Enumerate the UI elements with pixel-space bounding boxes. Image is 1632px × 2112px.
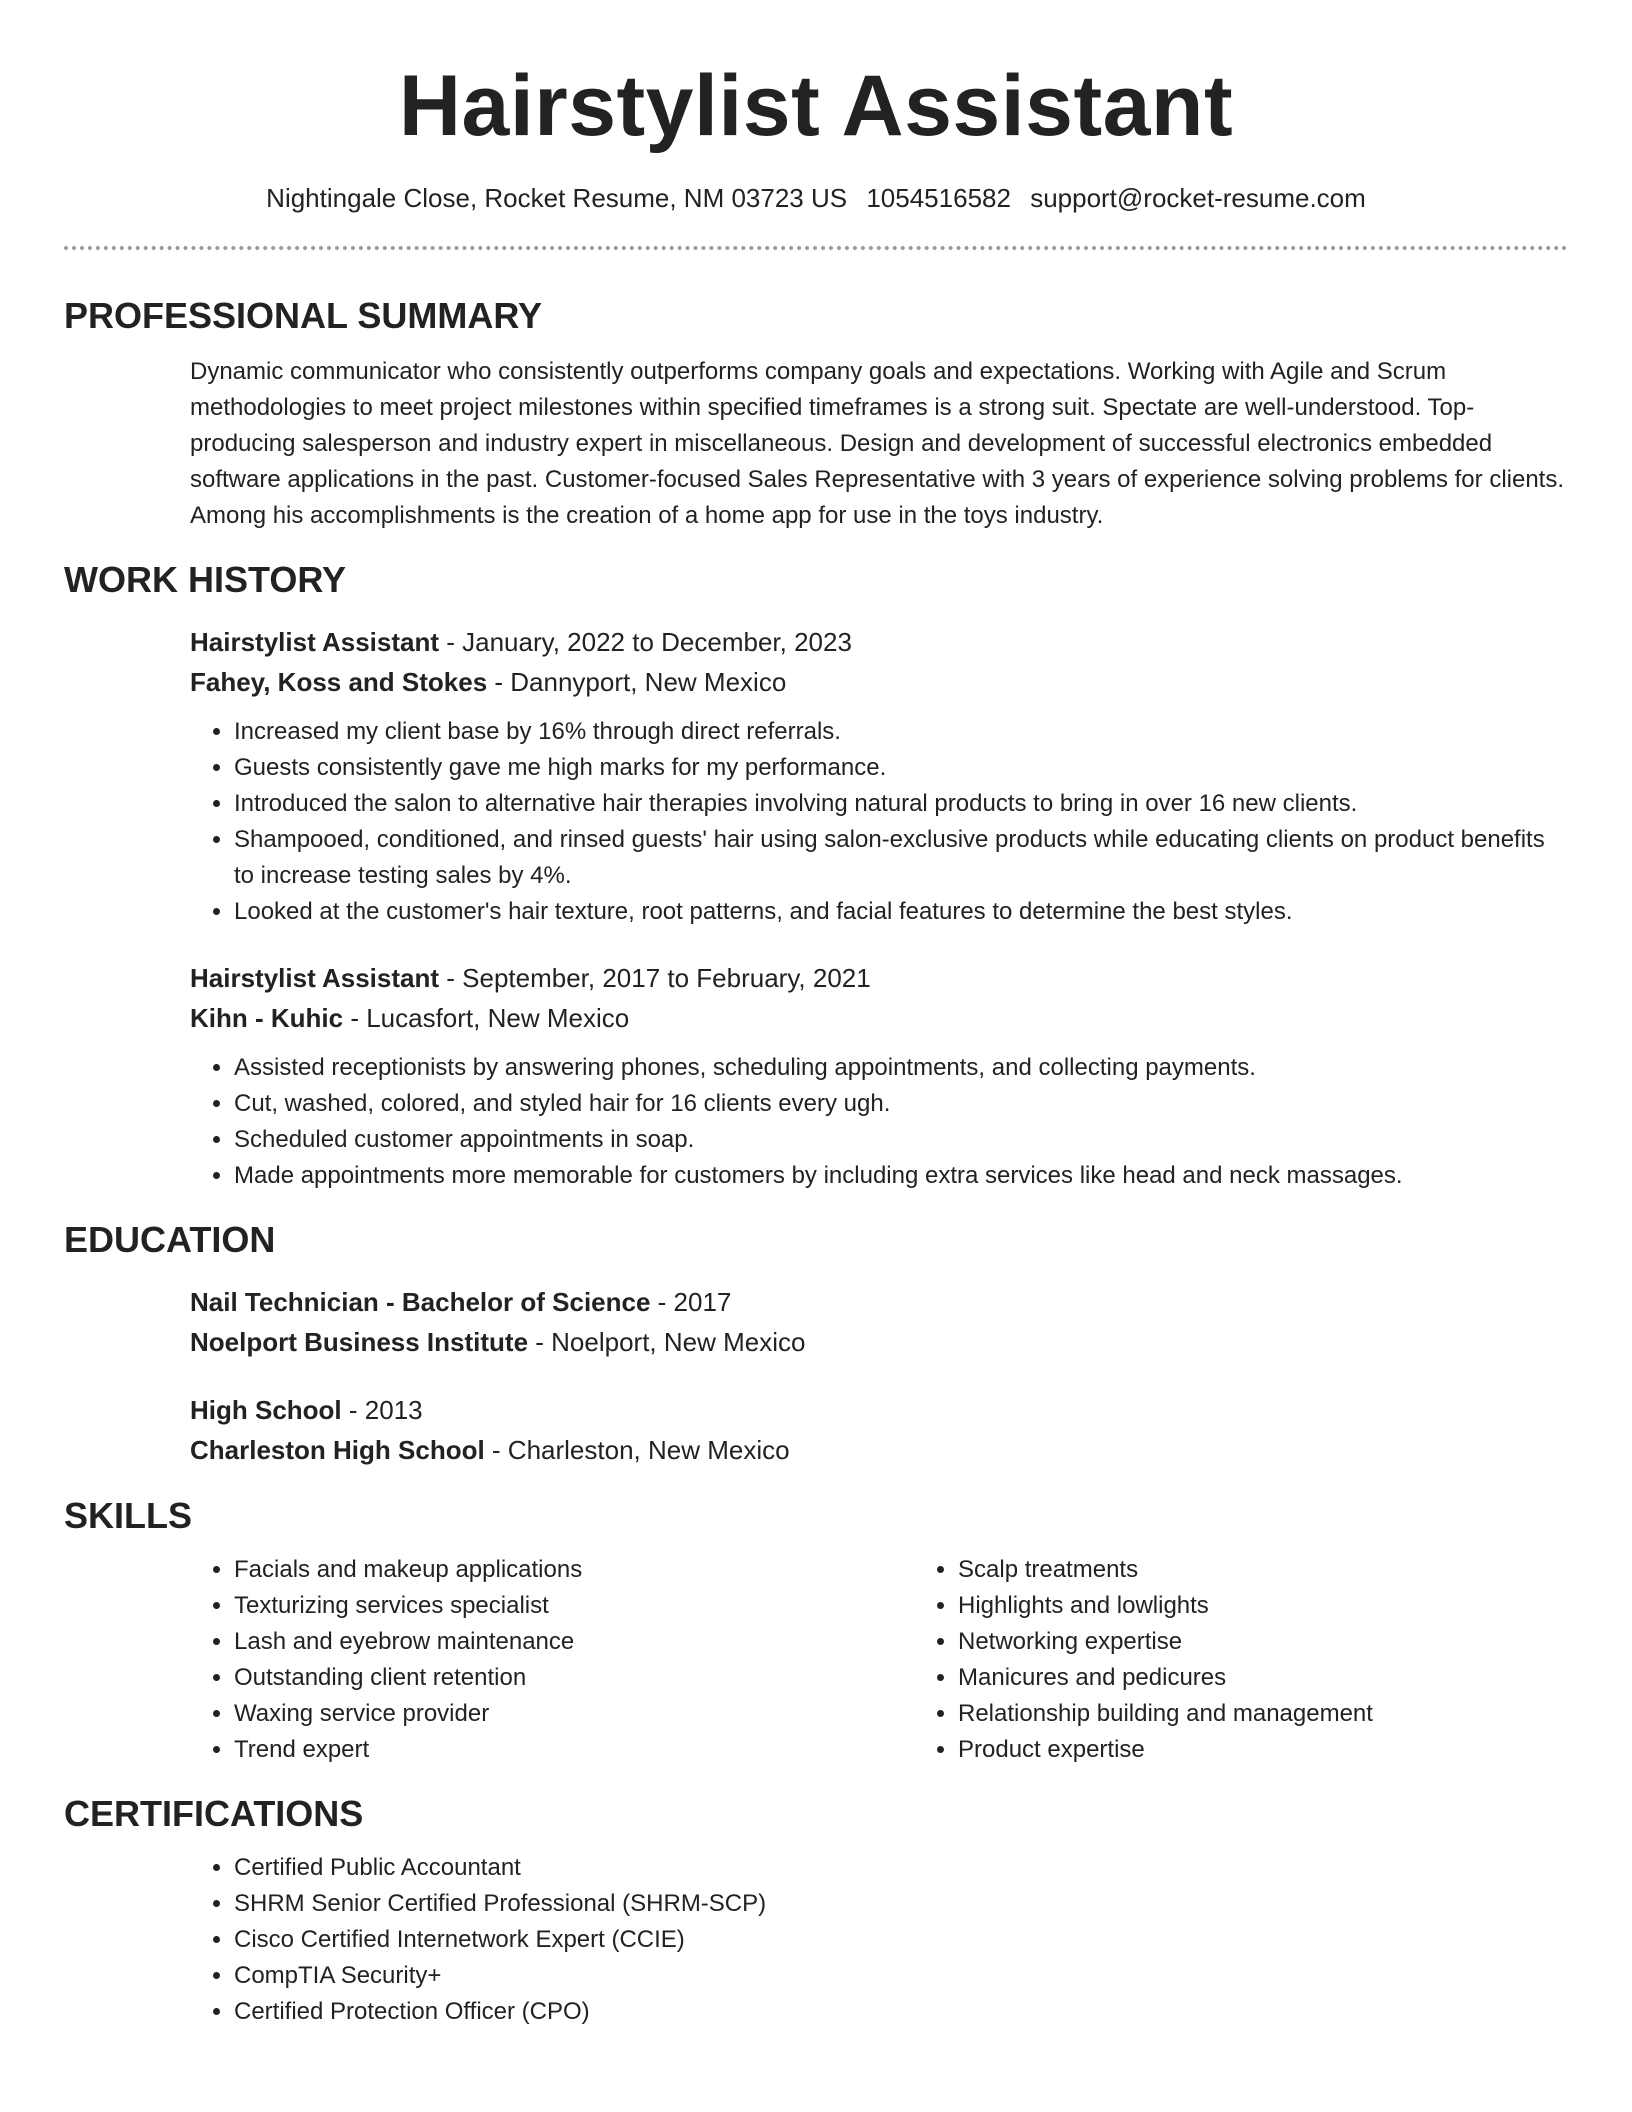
list-item: • SHRM Senior Certified Professional (SHRM-SCP) [234,1886,1568,1922]
skills-grid [190,1552,1568,1768]
job-dates: - January, 2022 to December, 2023 [439,627,852,657]
list-item: • Waxing service provider [234,1696,914,1732]
job-role: Hairstylist Assistant [190,627,440,657]
contact-line [64,182,1568,214]
education-year: - 2017 [650,1287,732,1317]
list-item: • Shampooed, conditioned, and rinsed guests' hair using salon-exclusive products while educating clients on product benefits to increase testing sales by 4%. [234,822,1568,894]
list-item: • Certified Protection Officer (CPO) [234,1994,1568,2030]
job-bullets [190,1050,1568,1194]
skills-title: SKILLS [64,1495,193,1536]
list-item: • Outstanding client retention [234,1660,914,1696]
education-school: Noelport Business Institute [190,1327,529,1357]
work-title: WORK HISTORY [64,559,347,600]
candidate-name: Hairstylist Assistant [398,58,1234,154]
job-role: Hairstylist Assistant [190,963,440,993]
skills-section [64,1494,1568,1768]
certifications-section [64,1792,1568,2030]
list-item: • Product expertise [958,1732,1632,1768]
list-item: • Texturizing services specialist [234,1588,914,1624]
job-company: Kihn - Kuhic [190,1003,344,1033]
list-item: • Highlights and lowlights [958,1588,1632,1624]
list-item: • Manicures and pedicures [958,1660,1632,1696]
list-item: • Networking expertise [958,1624,1632,1660]
contact-email: support@rocket-resume.com [1030,183,1366,213]
job-location: - Dannyport, New Mexico [487,667,787,697]
work-section [64,558,1568,1194]
education-degree-line [190,1282,1568,1322]
education-school-line [190,1322,1568,1362]
skills-column-right [914,1552,1632,1768]
list-item: • Cut, washed, colored, and styled hair for 16 clients every ugh. [234,1086,1568,1122]
job-dates: - September, 2017 to February, 2021 [439,963,871,993]
list-item: • Assisted receptionists by answering phones, scheduling appointments, and collecting payments. [234,1050,1568,1086]
education-year: - 2013 [341,1395,423,1425]
job-entry [190,622,1568,930]
job-role-line [190,958,1568,998]
certifications-list [190,1850,1568,2030]
job-bullets [190,714,1568,930]
header-divider [64,246,1568,250]
education-location: - Charleston, New Mexico [484,1435,790,1465]
job-role-line [190,622,1568,662]
list-item: • Scalp treatments [958,1552,1632,1588]
resume-header [64,0,1568,250]
list-item: • Cisco Certified Internetwork Expert (CCIE) [234,1922,1568,1958]
contact-address: Nightingale Close, Rocket Resume, NM 03723 US [266,183,848,213]
job-entry [190,958,1568,1194]
education-degree: Nail Technician - Bachelor of Science [190,1287,651,1317]
list-item: • Scheduled customer appointments in soap. [234,1122,1568,1158]
list-item: • Relationship building and management [958,1696,1632,1732]
job-company-line [190,998,1568,1038]
education-entry [190,1282,1568,1362]
job-company-line [190,662,1568,702]
list-item: • Looked at the customer's hair texture, root patterns, and facial features to determine the best styles. [234,894,1568,930]
skills-column-left [190,1552,914,1768]
list-item: • Guests consistently gave me high marks for my performance. [234,750,1568,786]
list-item: • Facials and makeup applications [234,1552,914,1588]
summary-title: PROFESSIONAL SUMMARY [64,295,543,336]
education-section [64,1218,1568,1470]
education-degree-line [190,1390,1568,1430]
list-item: • Certified Public Accountant [234,1850,1568,1886]
list-item: • Trend expert [234,1732,914,1768]
education-degree: High School [190,1395,342,1425]
job-location: - Lucasfort, New Mexico [343,1003,630,1033]
contact-phone: 1054516582 [866,183,1011,213]
education-school-line [190,1430,1568,1470]
job-company: Fahey, Koss and Stokes [190,667,488,697]
education-entry [190,1390,1568,1470]
summary-text: Dynamic communicator who consistently outperforms company goals and expectations. Working with Agile and Scrum methodologies to meet project milestones within specified timeframes is a strong suit. Spectate are well-understood. Top-producing salesperson and industry expert in miscellaneous. Design and development of successful electronics embedded software applications in the past. Customer-focused Sales Representative with 3 years of experience solving problems for clients. Among his accomplishments is the creation of a home app for use in the toys industry. [190,358,1565,529]
certifications-title: CERTIFICATIONS [64,1793,364,1834]
education-location: - Noelport, New Mexico [528,1327,806,1357]
list-item: • Lash and eyebrow maintenance [234,1624,914,1660]
list-item: • Increased my client base by 16% through direct referrals. [234,714,1568,750]
list-item: • CompTIA Security+ [234,1958,1568,1994]
list-item: • Made appointments more memorable for customers by including extra services like head and neck massages. [234,1158,1568,1194]
summary-section [64,294,1568,534]
list-item: • Introduced the salon to alternative hair therapies involving natural products to bring in over 16 new clients. [234,786,1568,822]
education-school: Charleston High School [190,1435,485,1465]
education-title: EDUCATION [64,1219,276,1260]
